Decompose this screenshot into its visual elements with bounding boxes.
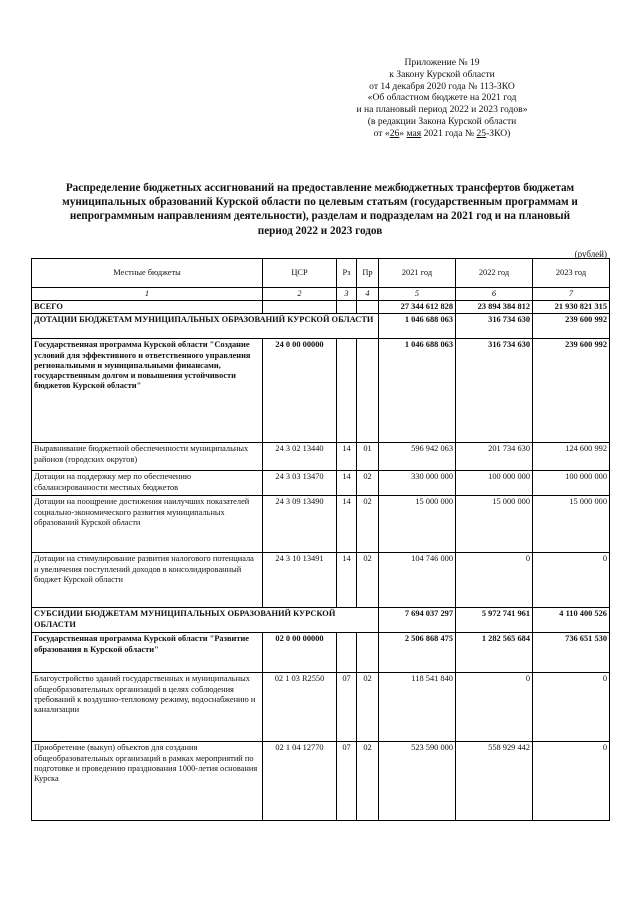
row-value-2023: 100 000 000 <box>533 471 610 496</box>
appendix-line: и на плановый период 2022 и 2023 годов» <box>356 104 528 116</box>
appendix-date-mid: » <box>399 127 407 139</box>
row-value-2021: 330 000 000 <box>379 471 456 496</box>
row-name: Приобретение (выкуп) объектов для создания общеобразовательных организаций в рамках мероприятий по подготовке и проведению празднования 1000-летия основания Курска <box>32 742 263 821</box>
title-line: муниципальных образований Курской области по целевым статьям (государственным программам и <box>62 196 578 209</box>
column-index: 6 <box>456 288 533 301</box>
row-value-2023: 124 600 992 <box>533 443 610 471</box>
row-name: Дотации на поддержку мер по обеспечению сбалансированности местных бюджетов <box>32 471 263 496</box>
row-value-2021: 1 046 688 063 <box>379 314 456 339</box>
column-index: 5 <box>379 288 456 301</box>
header-row <box>32 259 610 288</box>
units-label: (рублей) <box>574 249 607 259</box>
appendix-header <box>312 57 572 140</box>
row-name: Благоустройство зданий государственных и муниципальных общеобразовательных организаций в целях соблюдения требований к воздушно-тепловому режиму, водоснабжению и канализации <box>32 673 263 742</box>
row-value-2021: 104 746 000 <box>379 553 456 608</box>
budget-table <box>31 258 610 821</box>
row-value-2023: 21 930 821 315 <box>533 301 610 314</box>
row-csr: 24 0 00 00000 <box>263 339 337 443</box>
appendix-line: от 14 декабря 2020 года № 113-ЗКО <box>369 80 515 92</box>
row-rz <box>337 301 357 314</box>
appendix-law-number: 25 <box>476 127 487 139</box>
column-index-row <box>32 288 610 301</box>
row-pr: 02 <box>357 553 379 608</box>
row-pr: 02 <box>357 742 379 821</box>
col-header-csr: ЦСР <box>263 259 337 288</box>
row-rz: 07 <box>337 742 357 821</box>
row-value-2022: 201 734 630 <box>456 443 533 471</box>
row-csr: 24 3 03 13470 <box>263 471 337 496</box>
row-value-2022: 5 972 741 961 <box>456 608 533 633</box>
table-row-total <box>32 301 610 314</box>
table-row <box>32 471 610 496</box>
row-value-2023: 0 <box>533 553 610 608</box>
row-value-2023: 0 <box>533 673 610 742</box>
row-value-2021: 2 506 868 475 <box>379 633 456 673</box>
row-rz: 14 <box>337 443 357 471</box>
row-value-2021: 523 590 000 <box>379 742 456 821</box>
row-pr: 02 <box>357 496 379 553</box>
row-value-2022: 558 929 442 <box>456 742 533 821</box>
row-value-2022: 316 734 630 <box>456 314 533 339</box>
row-csr <box>263 301 337 314</box>
row-value-2021: 1 046 688 063 <box>379 339 456 443</box>
row-name: Государственная программа Курской области "Развитие образования в Курской области" <box>32 633 263 673</box>
row-value-2021: 7 694 037 297 <box>379 608 456 633</box>
table-row <box>32 553 610 608</box>
appendix-line: (в редакции Закона Курской области <box>367 115 517 127</box>
row-value-2023: 4 110 400 526 <box>533 608 610 633</box>
col-header-pr: Пр <box>357 259 379 288</box>
row-csr: 24 3 02 13440 <box>263 443 337 471</box>
row-csr: 02 1 04 12770 <box>263 742 337 821</box>
title-line: период 2022 и 2023 годов <box>257 224 383 237</box>
appendix-line: к Закону Курской области <box>389 68 495 80</box>
table-row <box>32 673 610 742</box>
row-pr <box>357 301 379 314</box>
row-name: Дотации на стимулирование развития налогового потенциала и увеличения поступлений доходов в консолидированный бюджет Курской области <box>32 553 263 608</box>
title-line: Распределение бюджетных ассигнований на предоставление межбюджетных трансфертов бюджетам <box>65 182 575 194</box>
row-rz: 14 <box>337 471 357 496</box>
row-rz <box>337 339 357 443</box>
appendix-date-year: 2021 года № <box>421 127 477 139</box>
row-value-2022: 1 282 565 684 <box>456 633 533 673</box>
column-index: 2 <box>263 288 337 301</box>
row-pr: 01 <box>357 443 379 471</box>
row-value-2023: 0 <box>533 742 610 821</box>
col-header-name: Местные бюджеты <box>32 259 263 288</box>
col-header-2021: 2021 год <box>379 259 456 288</box>
col-header-2023: 2023 год <box>533 259 610 288</box>
row-name: Выравнивание бюджетной обеспеченности муниципальных районов (городских округов) <box>32 443 263 471</box>
row-value-2022: 100 000 000 <box>456 471 533 496</box>
row-rz: 14 <box>337 496 357 553</box>
row-csr: 02 0 00 00000 <box>263 633 337 673</box>
row-name: ДОТАЦИИ БЮДЖЕТАМ МУНИЦИПАЛЬНЫХ ОБРАЗОВАНИЙ КУРСКОЙ ОБЛАСТИ <box>32 314 379 339</box>
row-pr <box>357 633 379 673</box>
row-value-2023: 239 600 992 <box>533 339 610 443</box>
table-row <box>32 742 610 821</box>
row-csr: 24 3 09 13490 <box>263 496 337 553</box>
row-rz: 14 <box>337 553 357 608</box>
row-value-2023: 15 000 000 <box>533 496 610 553</box>
row-value-2021: 596 942 063 <box>379 443 456 471</box>
table-row-section <box>32 314 610 339</box>
row-name: Государственная программа Курской области "Создание условий для эффективного и ответственного управления региональными и муниципальными финансами, государственным долгом и повышения устойчивости бюджетов Курской области" <box>32 339 263 443</box>
row-pr: 02 <box>357 471 379 496</box>
appendix-line: Приложение № 19 <box>404 57 480 68</box>
row-csr: 24 3 10 13491 <box>263 553 337 608</box>
column-index: 3 <box>337 288 357 301</box>
table-row-program <box>32 633 610 673</box>
row-value-2021: 15 000 000 <box>379 496 456 553</box>
col-header-2022: 2022 год <box>456 259 533 288</box>
row-value-2021: 118 541 840 <box>379 673 456 742</box>
appendix-date-month: мая <box>406 127 422 139</box>
row-value-2023: 736 651 530 <box>533 633 610 673</box>
row-name: СУБСИДИИ БЮДЖЕТАМ МУНИЦИПАЛЬНЫХ ОБРАЗОВАНИЙ КУРСКОЙ ОБЛАСТИ <box>32 608 379 633</box>
appendix-date-prefix: от « <box>373 127 390 139</box>
column-index: 7 <box>533 288 610 301</box>
row-pr <box>357 339 379 443</box>
title-line: непрограммным направлениям деятельности), разделам и подразделам на 2021 год и на плановый <box>69 210 571 223</box>
row-rz: 07 <box>337 673 357 742</box>
table-row <box>32 443 610 471</box>
row-rz <box>337 633 357 673</box>
row-value-2021: 27 344 612 828 <box>379 301 456 314</box>
table-row <box>32 496 610 553</box>
appendix-line: «Об областном бюджете на 2021 год <box>367 92 517 104</box>
column-index: 4 <box>357 288 379 301</box>
table-row-program <box>32 339 610 443</box>
col-header-rz: Рз <box>337 259 357 288</box>
row-csr: 02 1 03 R2550 <box>263 673 337 742</box>
appendix-date-day: 26 <box>389 127 400 139</box>
row-value-2022: 23 894 384 812 <box>456 301 533 314</box>
appendix-date-suffix: -ЗКО) <box>486 127 511 139</box>
table-row-section <box>32 608 610 633</box>
row-value-2022: 316 734 630 <box>456 339 533 443</box>
row-pr: 02 <box>357 673 379 742</box>
row-value-2022: 15 000 000 <box>456 496 533 553</box>
row-name: Дотации на поощрение достижения наилучших показателей социально-экономического развития муниципальных образований Курской области <box>32 496 263 553</box>
row-name: ВСЕГО <box>32 301 263 314</box>
appendix-date-line <box>312 128 572 140</box>
row-value-2022: 0 <box>456 553 533 608</box>
document-title <box>30 181 610 238</box>
column-index: 1 <box>32 288 263 301</box>
row-value-2022: 0 <box>456 673 533 742</box>
row-value-2023: 239 600 992 <box>533 314 610 339</box>
